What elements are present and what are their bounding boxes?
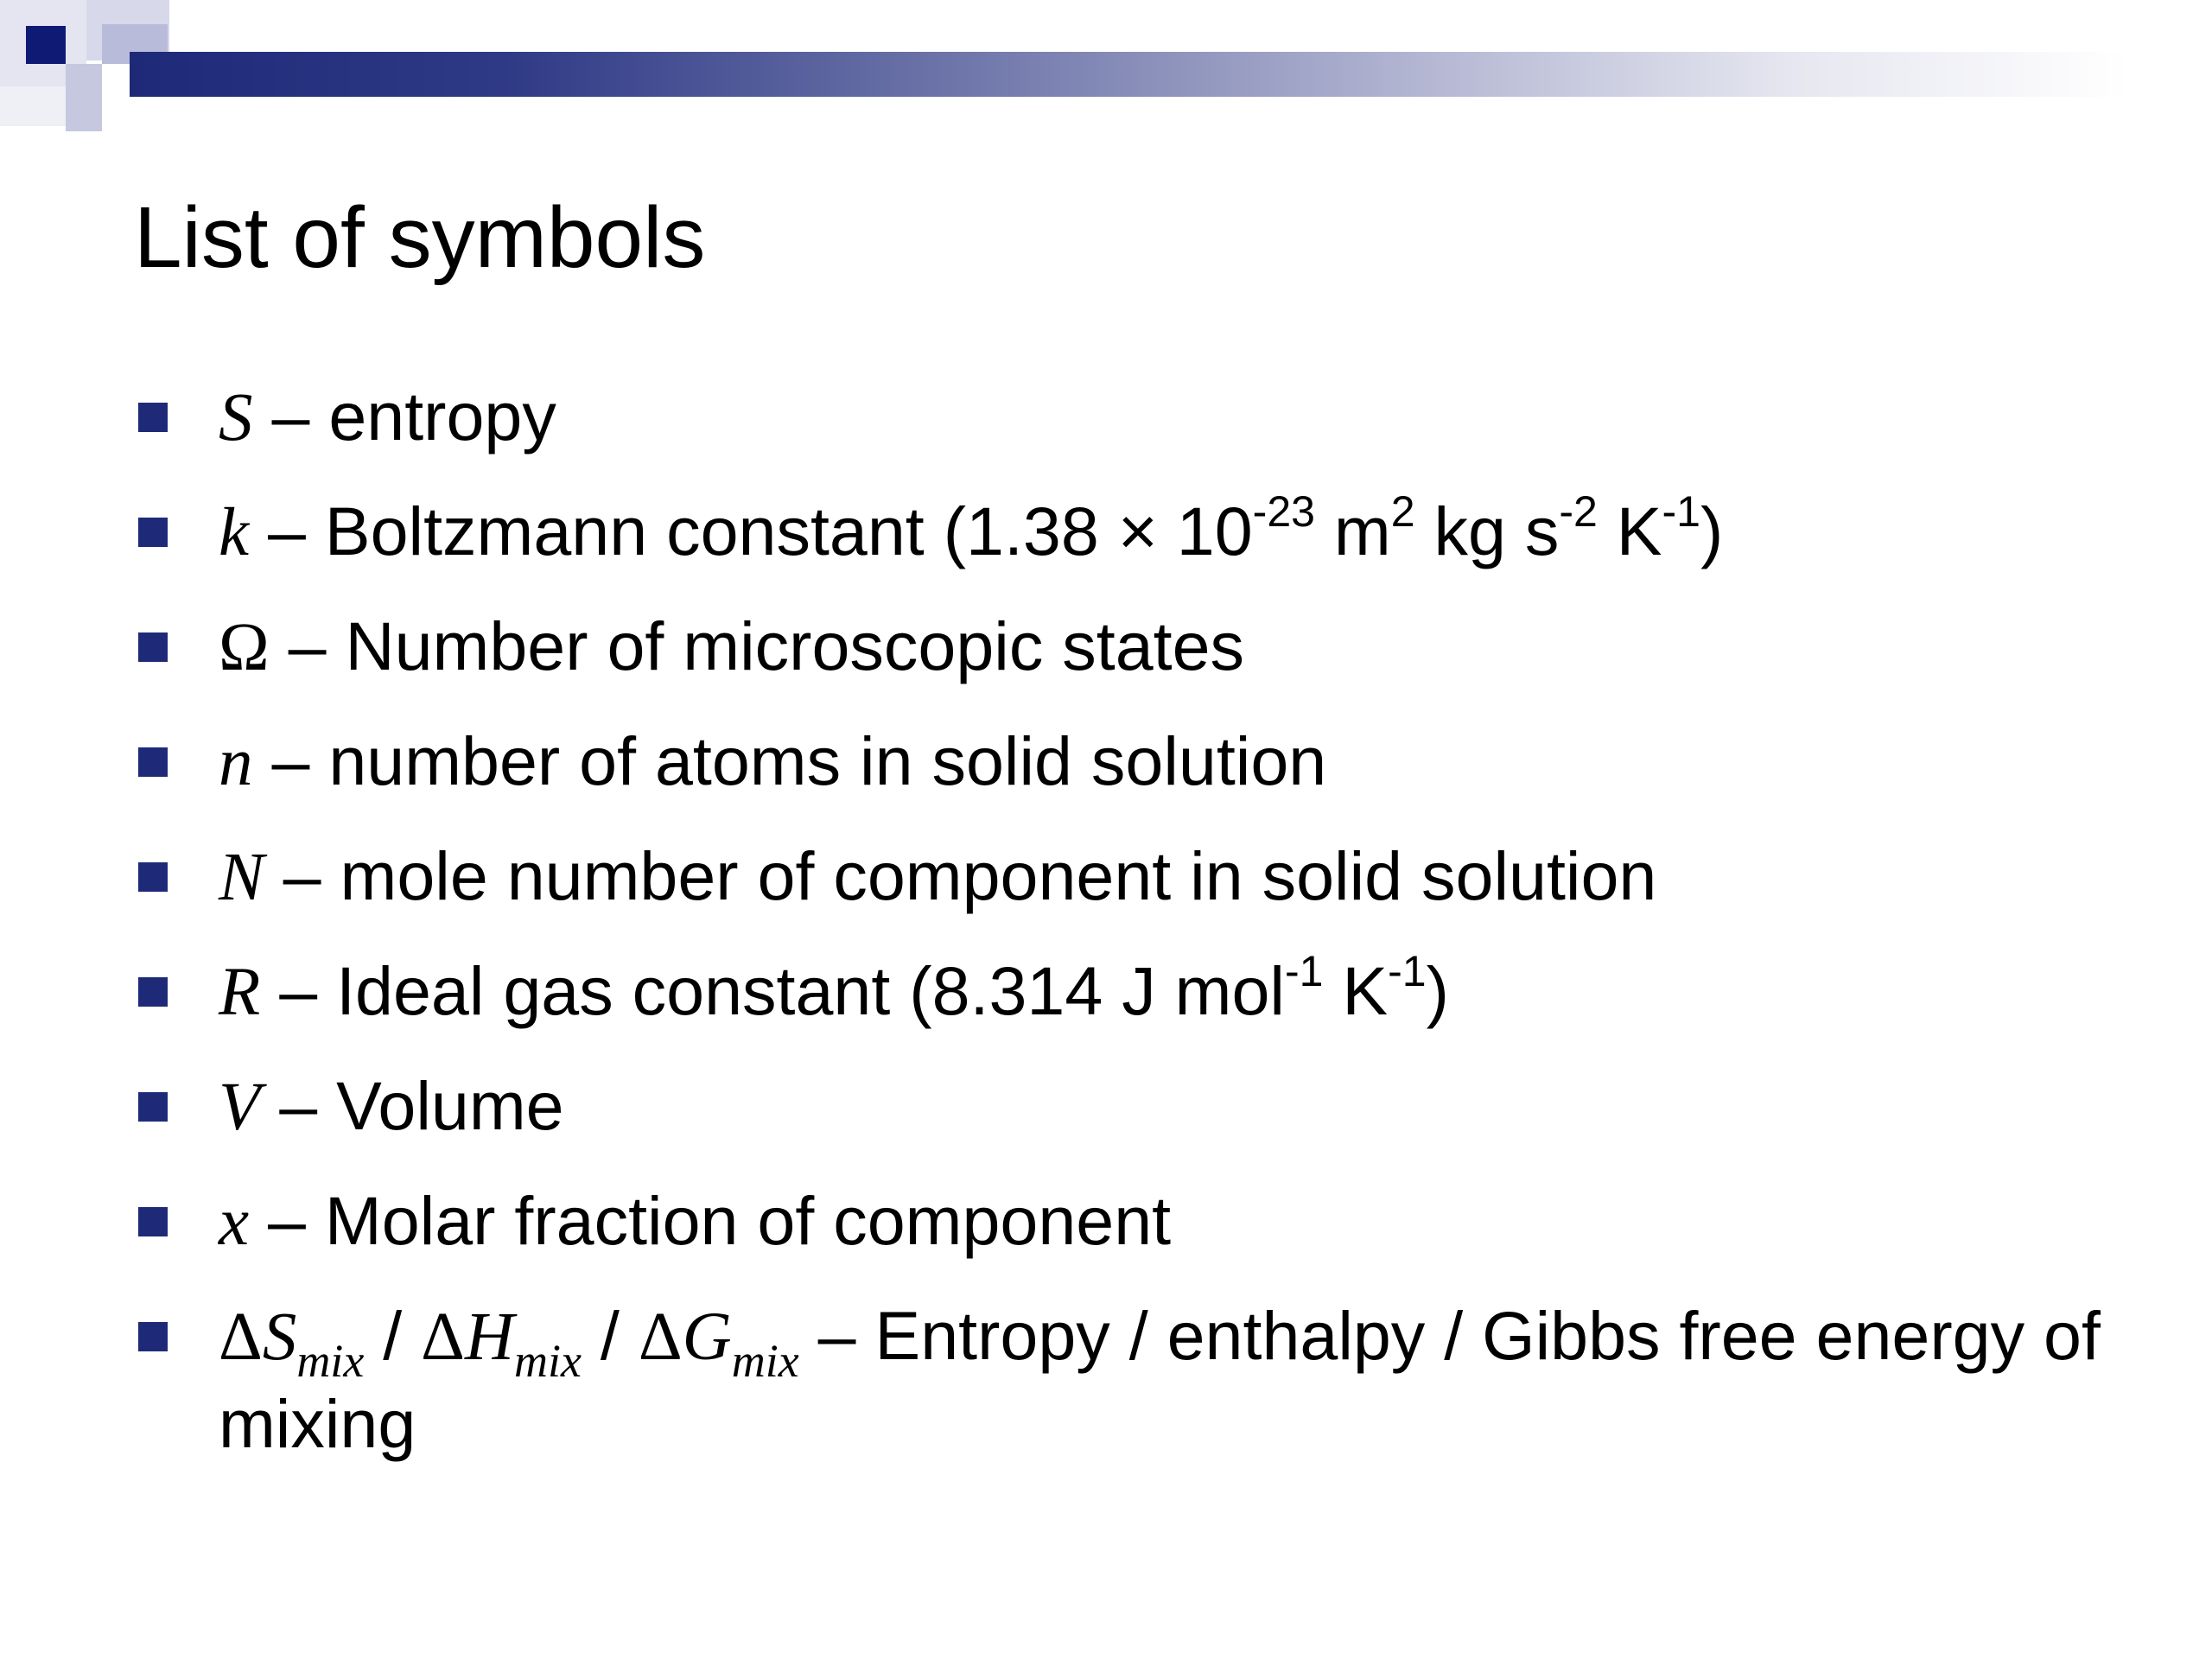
square-bullet-icon xyxy=(138,1092,168,1122)
delta-symbol: Δ xyxy=(638,1300,683,1375)
square-bullet-icon xyxy=(138,747,168,777)
description: ) xyxy=(1700,493,1724,569)
square-bullet-icon xyxy=(138,862,168,892)
separator: / xyxy=(364,1297,422,1374)
symbol: V xyxy=(219,1070,261,1145)
description: ) xyxy=(1426,952,1449,1029)
list-item-gas-constant xyxy=(137,948,2124,1063)
subscript: mix xyxy=(296,1335,365,1387)
symbol: n xyxy=(219,725,253,800)
description: K xyxy=(1597,493,1662,569)
symbol: R xyxy=(219,955,261,1030)
description: – number of atoms in solid solution xyxy=(252,722,1327,799)
list-item-atoms xyxy=(137,718,2124,833)
list-item-boltzmann xyxy=(137,488,2124,603)
description: m xyxy=(1314,493,1391,569)
description: – entropy xyxy=(252,378,556,454)
symbol: k xyxy=(219,495,250,570)
symbol-list xyxy=(137,373,2124,1467)
description: – Boltzmann constant (1.38 × 10 xyxy=(249,493,1253,569)
description: – Molar fraction of component xyxy=(249,1182,1172,1259)
superscript: 2 xyxy=(1390,486,1415,536)
superscript: -1 xyxy=(1284,946,1324,995)
description: – Ideal gas constant (8.314 J mol xyxy=(260,952,1285,1029)
list-item-volume xyxy=(137,1063,2124,1178)
decor-square xyxy=(0,86,66,126)
square-bullet-icon xyxy=(138,1207,168,1236)
superscript: -2 xyxy=(1559,486,1598,536)
slide-title: List of symbols xyxy=(134,189,706,286)
list-item-mixing xyxy=(137,1293,2124,1467)
symbol: H xyxy=(464,1300,515,1375)
symbol: G xyxy=(682,1300,732,1375)
subscript: mix xyxy=(731,1335,799,1387)
header-gradient-bar xyxy=(130,52,2212,97)
delta-symbol: Δ xyxy=(421,1300,465,1375)
symbol: N xyxy=(219,840,264,915)
delta-symbol: Δ xyxy=(219,1300,263,1375)
superscript: -1 xyxy=(1388,946,1427,995)
symbol: x xyxy=(219,1185,250,1260)
symbol: Ω xyxy=(219,610,270,685)
description: kg s xyxy=(1414,493,1560,569)
description: – Number of microscopic states xyxy=(269,607,1245,684)
description: – Volume xyxy=(260,1067,564,1144)
symbol: S xyxy=(262,1300,297,1375)
superscript: -1 xyxy=(1662,486,1700,536)
symbol: S xyxy=(219,380,253,455)
superscript: -23 xyxy=(1252,486,1315,536)
description: K xyxy=(1323,952,1389,1029)
description: – mole number of component in solid solution xyxy=(264,837,1657,914)
separator: / xyxy=(581,1297,639,1374)
description: – Entropy / enthalpy / Gibbs free energy of mixing xyxy=(219,1297,2101,1462)
list-item-molar-fraction xyxy=(137,1178,2124,1293)
decor-square xyxy=(26,26,66,64)
list-item-entropy xyxy=(137,373,2124,488)
list-item-microstates xyxy=(137,603,2124,718)
square-bullet-icon xyxy=(138,518,168,547)
decor-square xyxy=(66,64,102,131)
square-bullet-icon xyxy=(138,1322,168,1351)
list-item-mole-number xyxy=(137,833,2124,948)
subscript: mix xyxy=(514,1335,582,1387)
square-bullet-icon xyxy=(138,403,168,432)
square-bullet-icon xyxy=(138,977,168,1007)
square-bullet-icon xyxy=(138,632,168,662)
